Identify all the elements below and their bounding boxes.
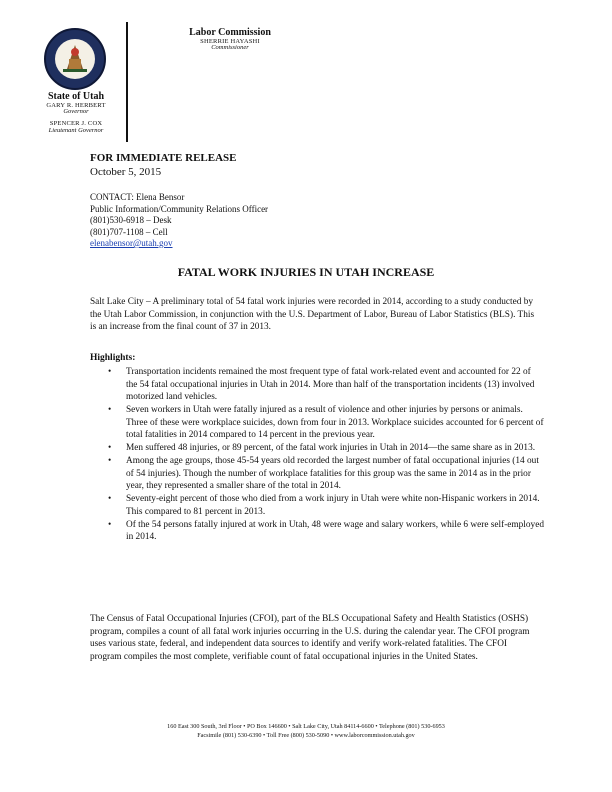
highlights-list xyxy=(90,366,544,544)
contact-block xyxy=(90,192,268,250)
contact-role: Public Information/Community Relations Officer xyxy=(90,203,269,214)
contact-cell-phone: (801)707-1108 – Cell xyxy=(90,226,168,237)
agency-name: Labor Commission xyxy=(189,27,271,38)
list-item: • Seven workers in Utah were fatally injured as a result of violence and other injuries by persons or animals. Three of these were workplace suicides, down from four in 2013. Workplace suicides accounted for 6 percent of total fatalities in 2014 compared to 14 percent in the previous year. xyxy=(90,404,544,442)
list-item: • Men suffered 48 injuries, or 89 percent, of the fatal work injuries in Utah in 2014—the same share as in 2013. xyxy=(90,442,544,455)
governor-title: Governor xyxy=(63,108,89,116)
list-item: • Seventy-eight percent of those who died from a work injury in Utah were white non-Hispanic workers in 2014. This compared to 81 percent in 2013. xyxy=(90,493,544,518)
footer-address: 160 East 300 South, 3rd Floor • PO Box 146600 • Salt Lake City, Utah 84114-6600 • Telephone (801) 530-6953 xyxy=(167,723,445,730)
highlights-label: Highlights: xyxy=(90,353,136,363)
contact-name: CONTACT: Elena Bensor xyxy=(90,192,185,202)
list-item: • Of the 54 persons fatally injured at work in Utah, 48 were wage and salary workers, while 6 were self-employed in 2014. xyxy=(90,519,544,544)
letterhead-divider xyxy=(126,22,128,142)
closing-paragraph: The Census of Fatal Occupational Injuries (CFOI), part of the BLS Occupational Safety and Health Statistics (OSHS) program, compiles a count of all fatal work injuries occurring in the U.S. during the calendar year. The CFOI program uses various state, federal, and independent data sources to identify and verify work-related fatalities. The CFOI program compiles the most complete, verifiable count of fatal occupational injuries in the United States. xyxy=(90,614,530,662)
headline: FATAL WORK INJURIES IN UTAH INCREASE xyxy=(177,265,435,279)
governor-name: GARY R. HERBERT xyxy=(46,101,106,109)
state-name: State of Utah xyxy=(47,91,105,102)
contact-email-link[interactable]: elenabensor@utah.gov xyxy=(90,238,173,248)
lt-governor-name: SPENCER J. COX xyxy=(49,120,103,128)
utah-state-seal-icon xyxy=(44,28,106,90)
footer-contact: Facsimile (801) 530-6390 • Toll Free (800) 530-5090 • www.laborcommission.utah.gov xyxy=(197,732,415,739)
lt-governor-title: Lieutenant Governor xyxy=(48,126,104,134)
agency-block xyxy=(170,28,290,52)
commissioner-name: SHERRIE HAYASHI xyxy=(200,37,260,45)
release-label: FOR IMMEDIATE RELEASE xyxy=(90,152,237,164)
state-block xyxy=(20,92,132,135)
contact-desk-phone: (801)530-6918 – Desk xyxy=(90,215,172,225)
release-date: October 5, 2015 xyxy=(90,166,162,178)
commissioner-title: Commissioner xyxy=(211,44,249,52)
intro-paragraph: Salt Lake City – A preliminary total of 54 fatal work injuries were recorded in 2014, according to a study conducted by the Utah Labor Commission, in conjunction with the U.S. Department of Labor, Bureau of Labor Statistics (BLS). This is an increase from the final count of 37 in 2013. xyxy=(90,297,535,332)
list-item: • Transportation incidents remained the most frequent type of fatal work-related event and accounted for 22 of the 54 fatal occupational injuries in Utah in 2014. More than half of the transportation incidents (13) involved motorized land vehicles. xyxy=(90,366,544,404)
list-item: • Among the age groups, those 45-54 years old recorded the largest number of fatal occupational injuries (14 out of 54 injuries). Though the number of workplace fatalities for this group was the same in 2014 as in the prior year, they represented a smaller share of the total in 2014. xyxy=(90,455,544,493)
